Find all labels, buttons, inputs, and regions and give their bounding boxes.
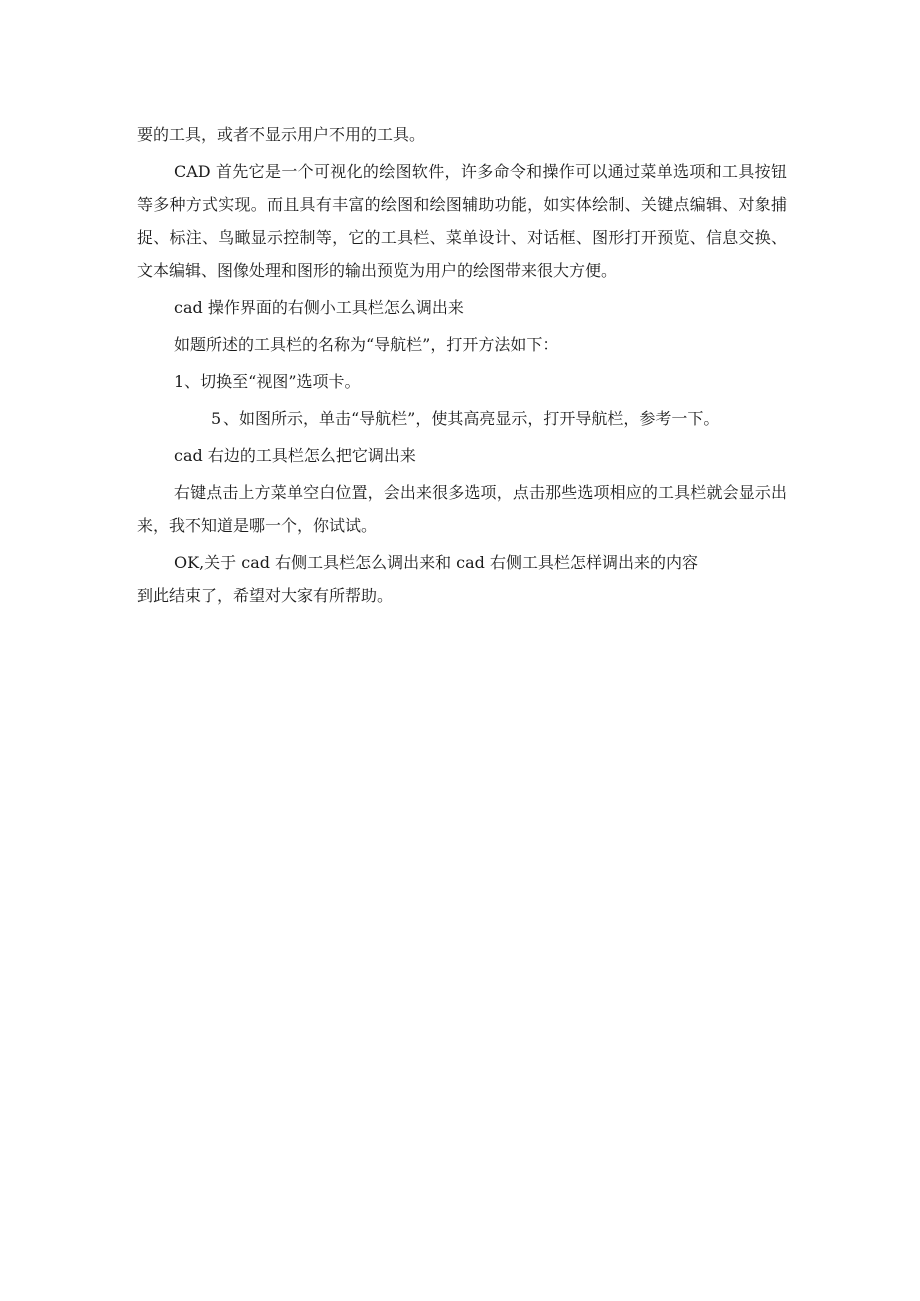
step-5 [137,402,787,435]
paragraph-conclusion-line1: OK,关于 cad 右侧工具栏怎么调出来和 cad 右侧工具栏怎样调出来的内容 [174,553,698,572]
paragraph-cad-intro: CAD 首先它是一个可视化的绘图软件，许多命令和操作可以通过菜单选项和工具按钮等多种方式实现。而且具有丰富的绘图和绘图辅助功能，如实体绘制、关键点编辑、对象捕捉、标注、鸟瞰显示控制等，它的工具栏、菜单设计、对话框、图形打开预览、信息交换、文本编辑、图像处理和图形的输出预览为用户的绘图带来很大方便。 [137,162,787,280]
paragraph-conclusion-line2: 到此结束了，希望对大家有所帮助。 [137,586,394,605]
heading-right-toolbar-question: cad 操作界面的右侧小工具栏怎么调出来 [174,298,464,317]
step-5-text: 、如图所示，单击“导航栏”，使其高亮显示，打开导航栏，参考一下。 [223,409,720,428]
step-5-number: 5 [211,409,222,428]
step-1: 1、切换至“视图”选项卡。 [174,372,361,391]
heading-right-toolbar-recall: cad 右边的工具栏怎么把它调出来 [174,446,416,465]
document-body [137,118,787,616]
paragraph-continuation: 要的工具，或者不显示用户不用的工具。 [137,125,426,144]
paragraph-right-click-menu: 右键点击上方菜单空白位置，会出来很多选项，点击那些选项相应的工具栏就会显示出来，我不知道是哪一个，你试试。 [137,483,787,535]
paragraph-navigation-bar: 如题所述的工具栏的名称为“导航栏”，打开方法如下： [174,335,559,354]
